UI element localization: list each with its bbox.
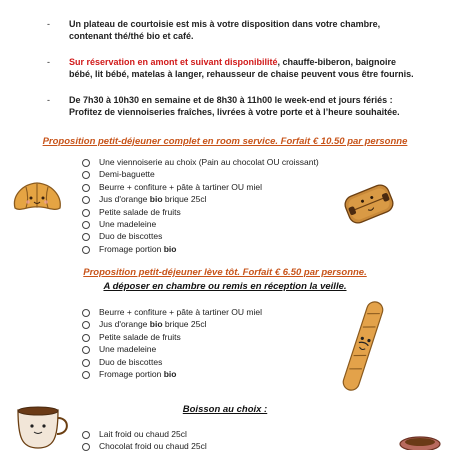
bullet-circle	[82, 171, 90, 179]
list-item	[82, 193, 382, 205]
bullet-circle	[82, 246, 90, 254]
bullet-circle	[82, 209, 90, 217]
bullet-text-line2: Profitez de viennoiseries fraîches, livrées à votre porte et à l’heure souhaitée.	[69, 107, 400, 117]
croissant-icon	[10, 178, 65, 220]
bullet-baby-equipment	[47, 56, 427, 82]
list-item-text: Une madeleine	[99, 218, 157, 229]
list-item	[82, 206, 382, 218]
reservation-highlight: Sur réservation en amont et suivant disponibilité	[69, 57, 278, 67]
list-item	[82, 218, 382, 230]
baguette-icon	[338, 296, 388, 396]
bio-label: bio	[149, 194, 163, 205]
bullet-circle	[82, 184, 90, 192]
drinks-list	[82, 428, 382, 453]
bullet-circle	[82, 309, 90, 317]
list-item	[82, 306, 382, 318]
list-item	[82, 356, 382, 368]
list-item	[82, 440, 382, 452]
bullet-courtesy-tray	[47, 18, 427, 44]
bullet-text	[69, 18, 421, 42]
list-item-text: Beurre + confiture + pâte à tartiner OU miel	[99, 307, 262, 317]
bio-label: bio	[149, 319, 163, 330]
early-breakfast-list	[82, 306, 382, 380]
list-item	[82, 318, 382, 330]
list-item	[82, 343, 382, 355]
bio-label: bio	[163, 368, 177, 379]
bullet-circle	[82, 159, 90, 167]
list-item	[82, 230, 382, 242]
bullet-circle	[82, 321, 90, 329]
list-item-text: Duo de biscottes	[99, 356, 163, 367]
bullet-text-part: Un plateau de courtoisie est mis à votre disposition dans votre chambre, contenant thé/thé bio et café.	[69, 19, 381, 41]
bullet-circle	[82, 371, 90, 379]
bullet-circle	[82, 359, 90, 367]
list-item	[82, 243, 382, 255]
bullet-dash: -	[47, 57, 50, 67]
bullet-circle	[82, 196, 90, 204]
list-item-text: Duo de biscottes	[99, 231, 163, 242]
bullet-circle	[82, 334, 90, 342]
list-item-text: Une viennoiserie au choix (Pain au chocolat OU croissant)	[99, 157, 319, 167]
bullet-pastry-delivery	[47, 94, 427, 120]
section-title-text: Proposition petit-déjeuner lève tôt. Forfait € 6.50 par personne.	[83, 267, 367, 278]
pain-au-chocolat-icon	[340, 178, 398, 230]
list-item	[82, 428, 382, 440]
section-complete-breakfast-title	[0, 136, 450, 147]
list-item	[82, 368, 382, 380]
list-item-text: Fromage portion	[99, 368, 164, 379]
bullet-text	[69, 56, 421, 80]
list-item	[82, 181, 382, 193]
bullet-circle	[82, 233, 90, 241]
list-item-text-after: brique 25cl	[162, 319, 207, 330]
bullet-text	[69, 94, 421, 118]
section-title-text: Boisson au choix :	[182, 404, 268, 415]
coffee-cup-icon	[10, 404, 72, 450]
list-item	[82, 331, 382, 343]
list-item-text: Chocolat froid ou chaud 25cl	[99, 441, 207, 452]
list-item-text: Jus d'orange	[99, 319, 150, 330]
list-item-text: Jus d'orange	[99, 194, 150, 205]
list-item-text: Petite salade de fruits	[99, 331, 181, 342]
bullet-circle	[82, 221, 90, 229]
section-subtitle-text: A déposer en chambre ou remis en réception la veille.	[103, 281, 347, 292]
list-item	[82, 156, 382, 168]
bullet-dash: -	[47, 95, 50, 105]
section-early-breakfast-subtitle	[0, 281, 450, 292]
bullet-circle	[82, 431, 90, 439]
cup-icon	[392, 430, 450, 450]
section-title-text: Proposition petit-déjeuner complet en room service. Forfait € 10.50 par personne	[42, 136, 408, 147]
list-item-text: Fromage portion	[99, 243, 164, 254]
bullet-text-part: De 7h30 à 10h30 en semaine et de 8h30 à 11h00 le week-end et jours fériés :	[69, 95, 393, 105]
list-item-text: Petite salade de fruits	[99, 206, 181, 217]
bullet-dash: -	[47, 19, 50, 29]
list-item-text: Beurre + confiture + pâte à tartiner OU miel	[99, 181, 262, 192]
list-item-text: Lait froid ou chaud 25cl	[99, 429, 187, 439]
bio-label: bio	[163, 243, 177, 254]
list-item	[82, 168, 382, 180]
complete-breakfast-list	[82, 156, 382, 255]
section-early-breakfast-title	[0, 267, 450, 278]
list-item-text-after: brique 25cl	[162, 194, 207, 205]
bullet-circle	[82, 346, 90, 354]
list-item-text: Une madeleine	[99, 344, 157, 355]
bullet-text-part: , chauffe-biberon, baignoire bébé, lit bébé, matelas à langer, rehausseur de chaise peuvent vous être fournis.	[69, 57, 414, 79]
bullet-circle	[82, 443, 90, 451]
list-item-text: Demi-baguette	[99, 169, 155, 180]
